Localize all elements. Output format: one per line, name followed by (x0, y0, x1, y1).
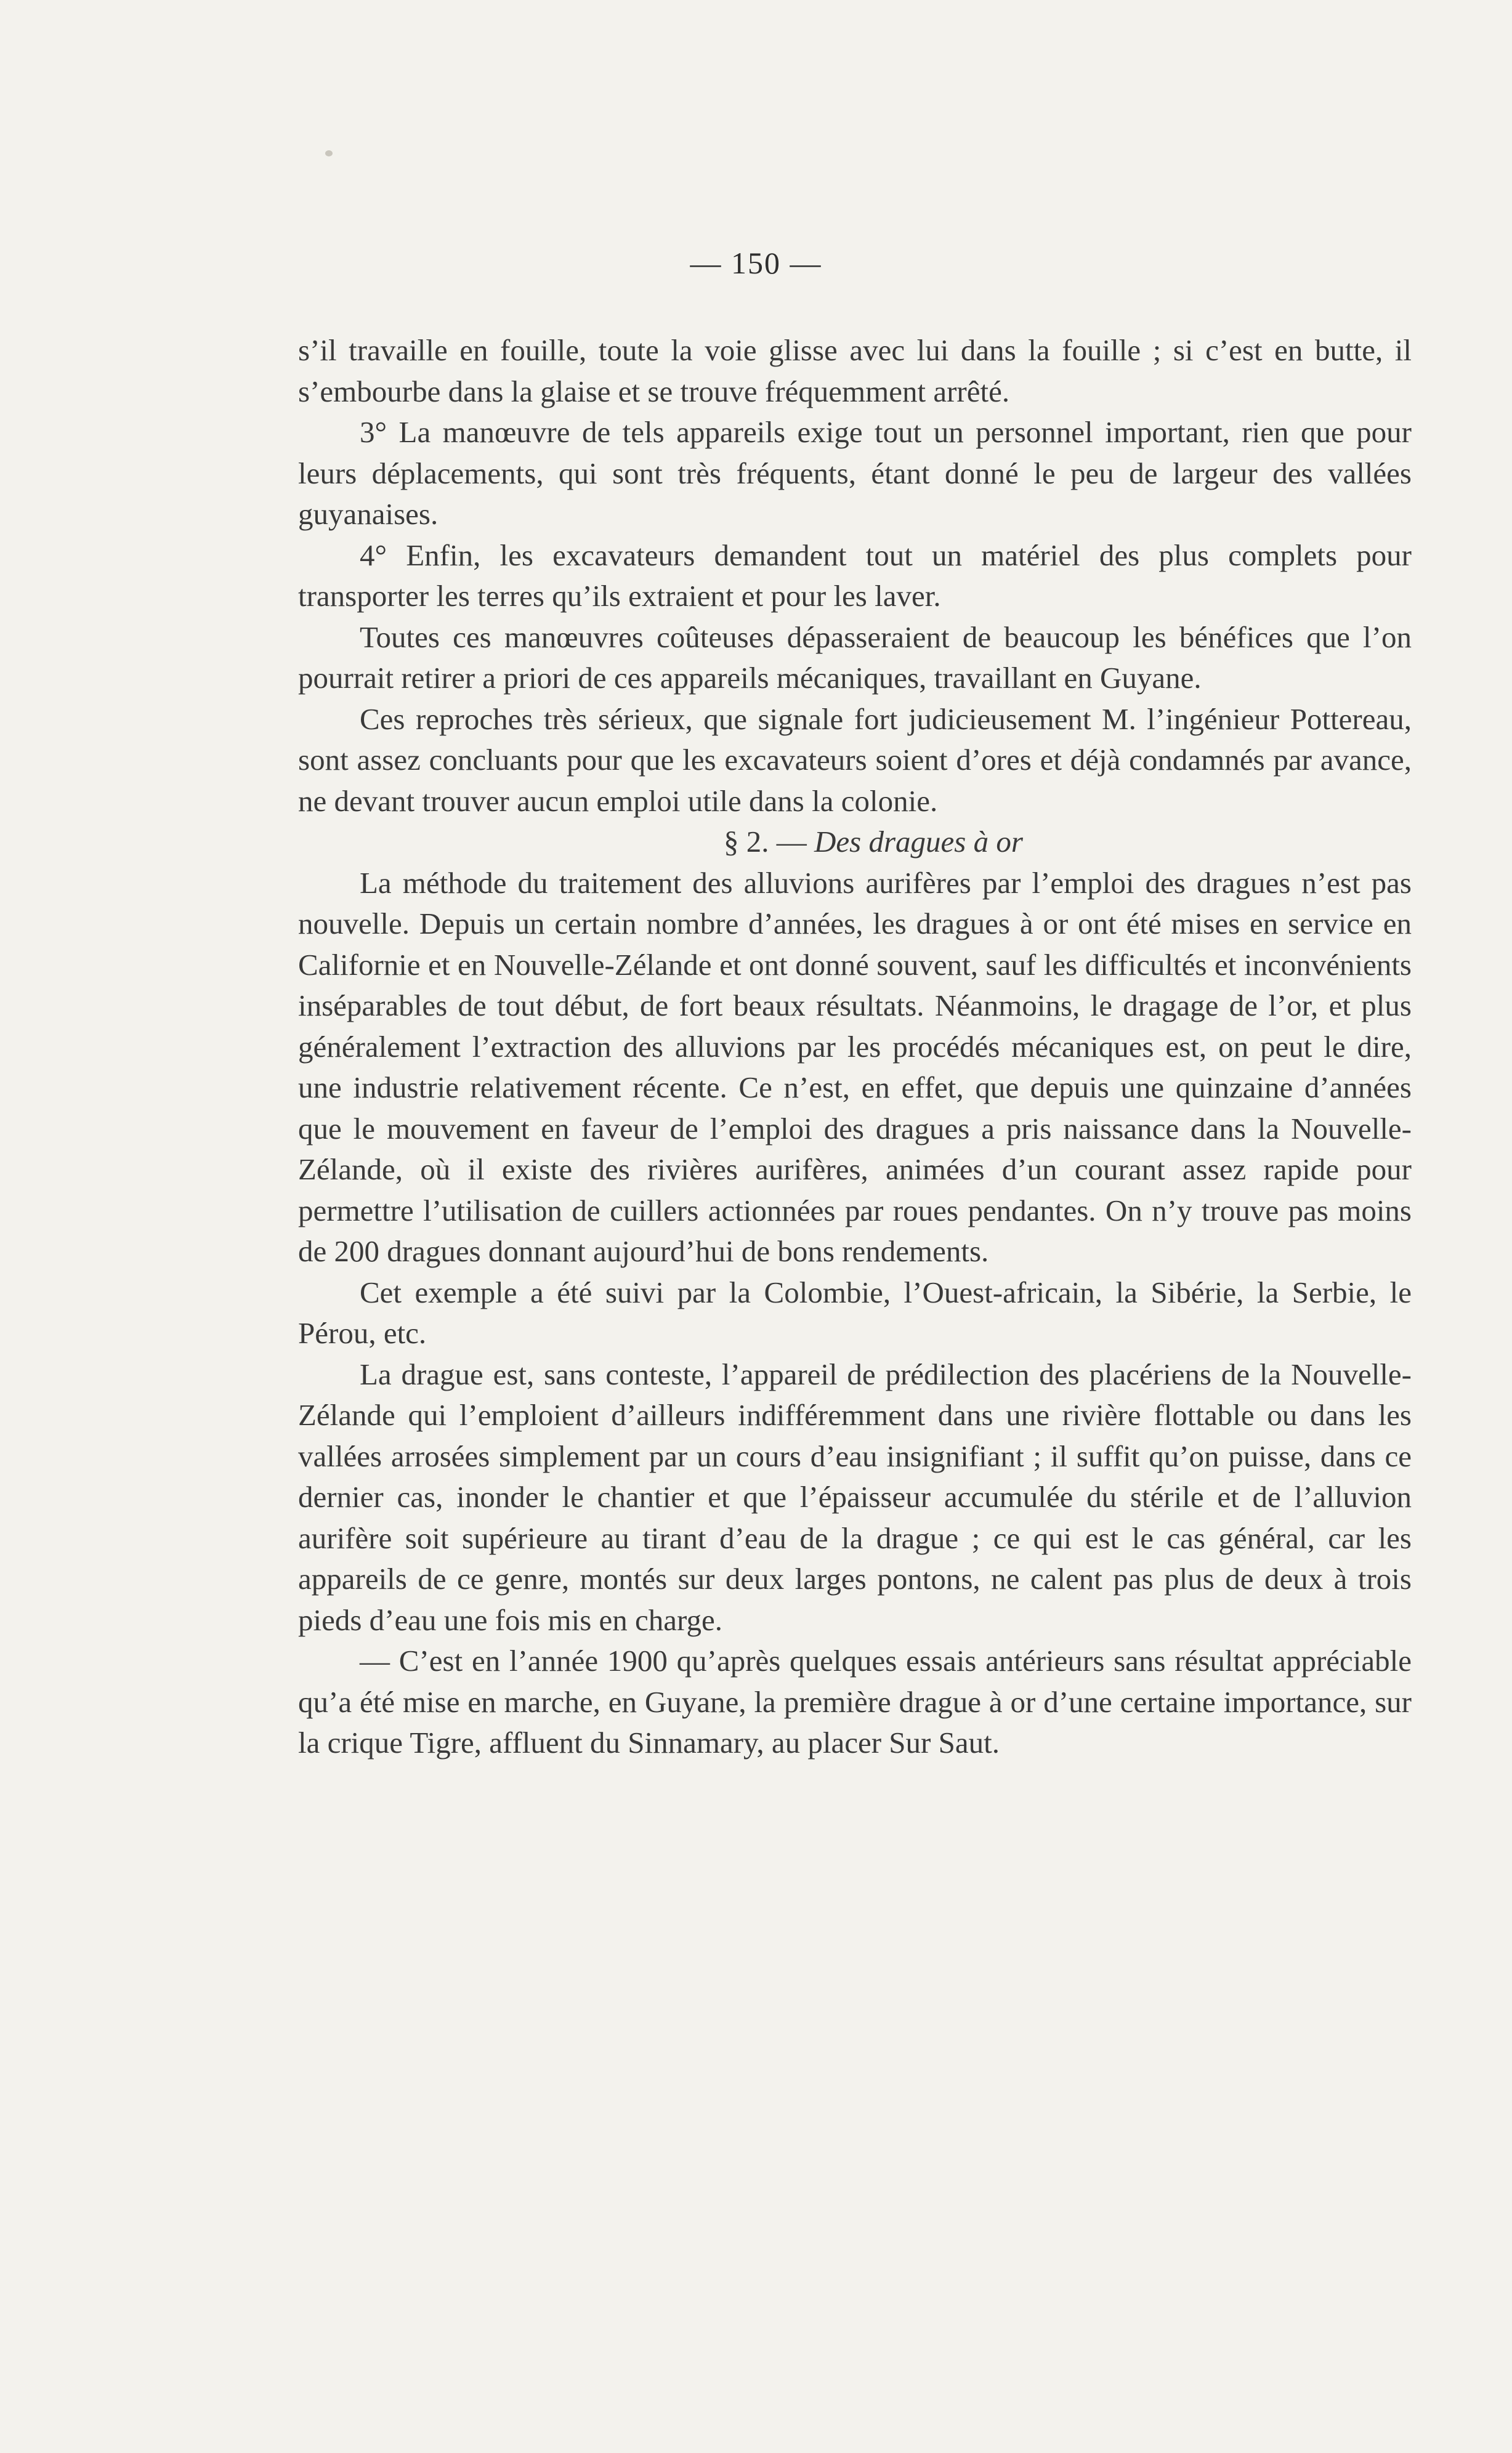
paragraph-6: La méthode du traitement des alluvions aurifères par l’emploi des dragues n’est pas nouvelle. Depuis un certain nombre d’années, les dragues à or ont été mises en service en Californie et en Nouvelle-Zélande et ont donné souvent, sauf les difficultés et inconvénients inséparables de tout début, de fort beaux résultats. Néanmoins, le dragage de l’or, et plus généralement l’extraction des alluvions par les procédés mécaniques est, on peut le dire, une industrie relativement récente. Ce n’est, en effet, que depuis une quinzaine d’années que le mouvement en faveur de l’emploi des dragues a pris naissance dans la Nouvelle-Zélande, où il existe des rivières aurifères, animées d’un courant assez rapide pour permettre l’utilisation de cuillers actionnées par roues pendantes. On n’y trouve pas moins de 200 dragues donnant aujourd’hui de bons rendements. (298, 865, 1412, 1268)
paragraph-2: 3° La manœuvre de tels appareils exige tout un personnel important, rien que pour leurs déplacements, qui sont très fréquents, étant donné le peu de largeur des vallées guyanaises. (298, 415, 1412, 531)
paragraph-4: Toutes ces manœuvres coûteuses dépasseraient de beaucoup les bénéfices que l’on pourrait retirer a priori de ces appareils mécaniques, travaillant en Guyane. (298, 620, 1412, 695)
section-number: § 2. (724, 825, 769, 859)
section-title: Des dragues à or (814, 825, 1023, 859)
paragraph-9: — C’est en l’année 1900 qu’après quelques essais antérieurs sans résultat appréciable qu’a été mise en marche, en Guyane, la première drague à or d’une certaine importance, sur la crique Tigre, affluent du Sinnamary, au placer Sur Saut. (298, 1644, 1412, 1760)
paper-speck (325, 150, 333, 156)
page-number: — 150 — (690, 246, 822, 280)
paragraph-7: Cet exemple a été suivi par la Colombie, l’Ouest-africain, la Sibérie, la Serbie, le Pérou, etc. (298, 1275, 1412, 1350)
body-text (298, 330, 1412, 1764)
paragraph-5: Ces reproches très sérieux, que signale fort judicieusement M. l’ingénieur Pottereau, sont assez concluants pour que les excavateurs soient d’ores et déjà condamnés par avance, ne devant trouver aucun emploi utile dans la colonie. (298, 701, 1412, 818)
paragraph-3: 4° Enfin, les excavateurs demandent tout un matériel des plus complets pour transporter les terres qu’ils extraient et pour les laver. (298, 538, 1412, 613)
section-dash: — (776, 825, 807, 859)
section-heading (298, 822, 1412, 863)
paragraph-8: La drague est, sans conteste, l’appareil de prédilection des placériens de la Nouvelle-Zélande qui l’emploient d’ailleurs indifféremment dans une rivière flottable ou dans les vallées arrosées simplement par un cours d’eau insignifiant ; il suffit qu’on puisse, dans ce dernier cas, inonder le chantier et que l’épaisseur accumulée du stérile et de l’alluvion aurifère soit supérieure au tirant d’eau de la drague ; ce qui est le cas général, car les appareils de ce genre, montés sur deux larges pontons, ne calent pas plus de deux à trois pieds d’eau une fois mis en charge. (298, 1357, 1412, 1637)
paragraph-1: s’il travaille en fouille, toute la voie glisse avec lui dans la fouille ; si c’est en butte, il s’embourbe dans la glaise et se trouve fréquemment arrêté. (298, 333, 1412, 408)
